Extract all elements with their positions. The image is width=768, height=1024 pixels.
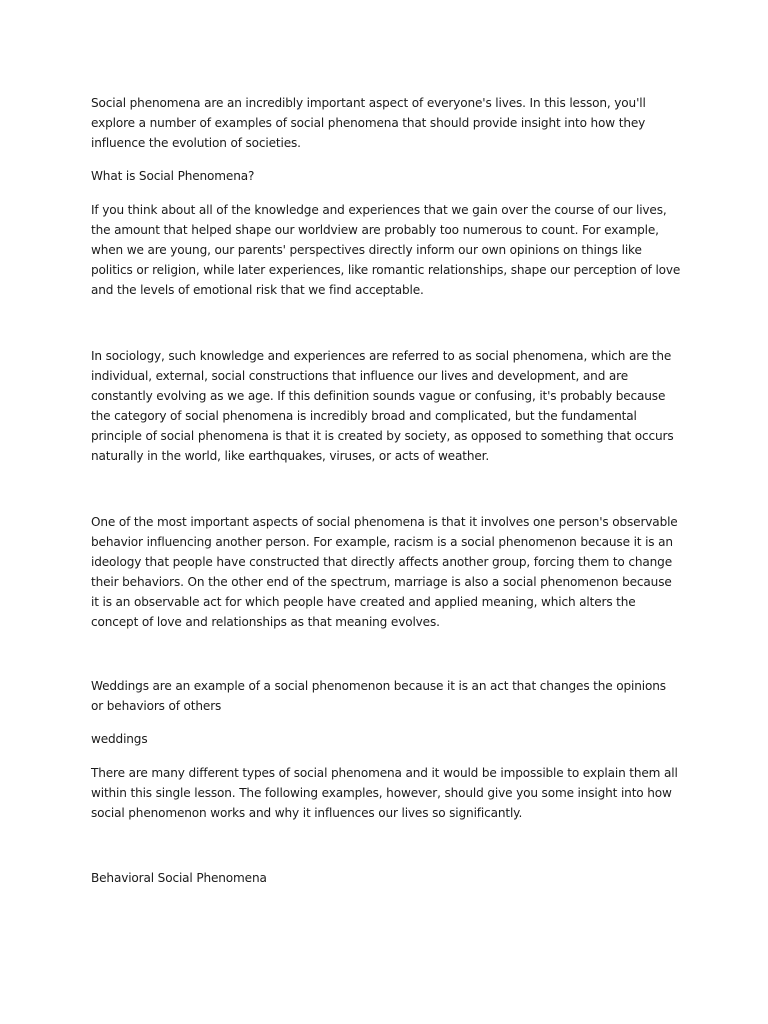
weddings-paragraph: Weddings are an example of a social phenomenon because it is an act that changes the opinions or behaviors of others [91,679,666,713]
section-heading-behavioral: Behavioral Social Phenomena [91,871,267,885]
image-alt-text: weddings [91,732,148,746]
document-page [91,93,681,888]
types-paragraph: There are many different types of social phenomena and it would be impossible to explain them all within this single lesson. The following examples, however, should give you some insight into how social phenomenon works and why it influences our lives so significantly. [91,766,678,820]
intro-paragraph: Social phenomena are an incredibly important aspect of everyone's lives. In this lesson, you'll explore a number of examples of social phenomena that should provide insight into how they influence the evolution of societies. [91,96,646,150]
observable-behavior-paragraph: One of the most important aspects of social phenomena is that it involves one person's observable behavior influencing another person. For example, racism is a social phenomenon because it is an ideology that people have constructed that directly affects another group, forcing them to change their behaviors. On the other end of the spectrum, marriage is also a social phenomenon because it is an observable act for which people have created and applied meaning, which alters the concept of love and relationships as that meaning evolves. [91,515,678,629]
sociology-paragraph: In sociology, such knowledge and experiences are referred to as social phenomena, which are the individual, external, social constructions that influence our lives and development, and are constantly evolving as we age. If this definition sounds vague or confusing, it's probably because the category of social phenomena is incredibly broad and complicated, but the fundamental principle of social phenomena is that it is created by society, as opposed to something that occurs naturally in the world, like earthquakes, viruses, or acts of weather. [91,349,674,463]
knowledge-paragraph: If you think about all of the knowledge and experiences that we gain over the course of our lives, the amount that helped shape our worldview are probably too numerous to count. For example, when we are young, our parents' perspectives directly inform our own opinions on things like politics or religion, while later experiences, like romantic relationships, shape our perception of love and the levels of emotional risk that we find acceptable. [91,203,681,297]
section-heading-what-is: What is Social Phenomena? [91,169,255,183]
